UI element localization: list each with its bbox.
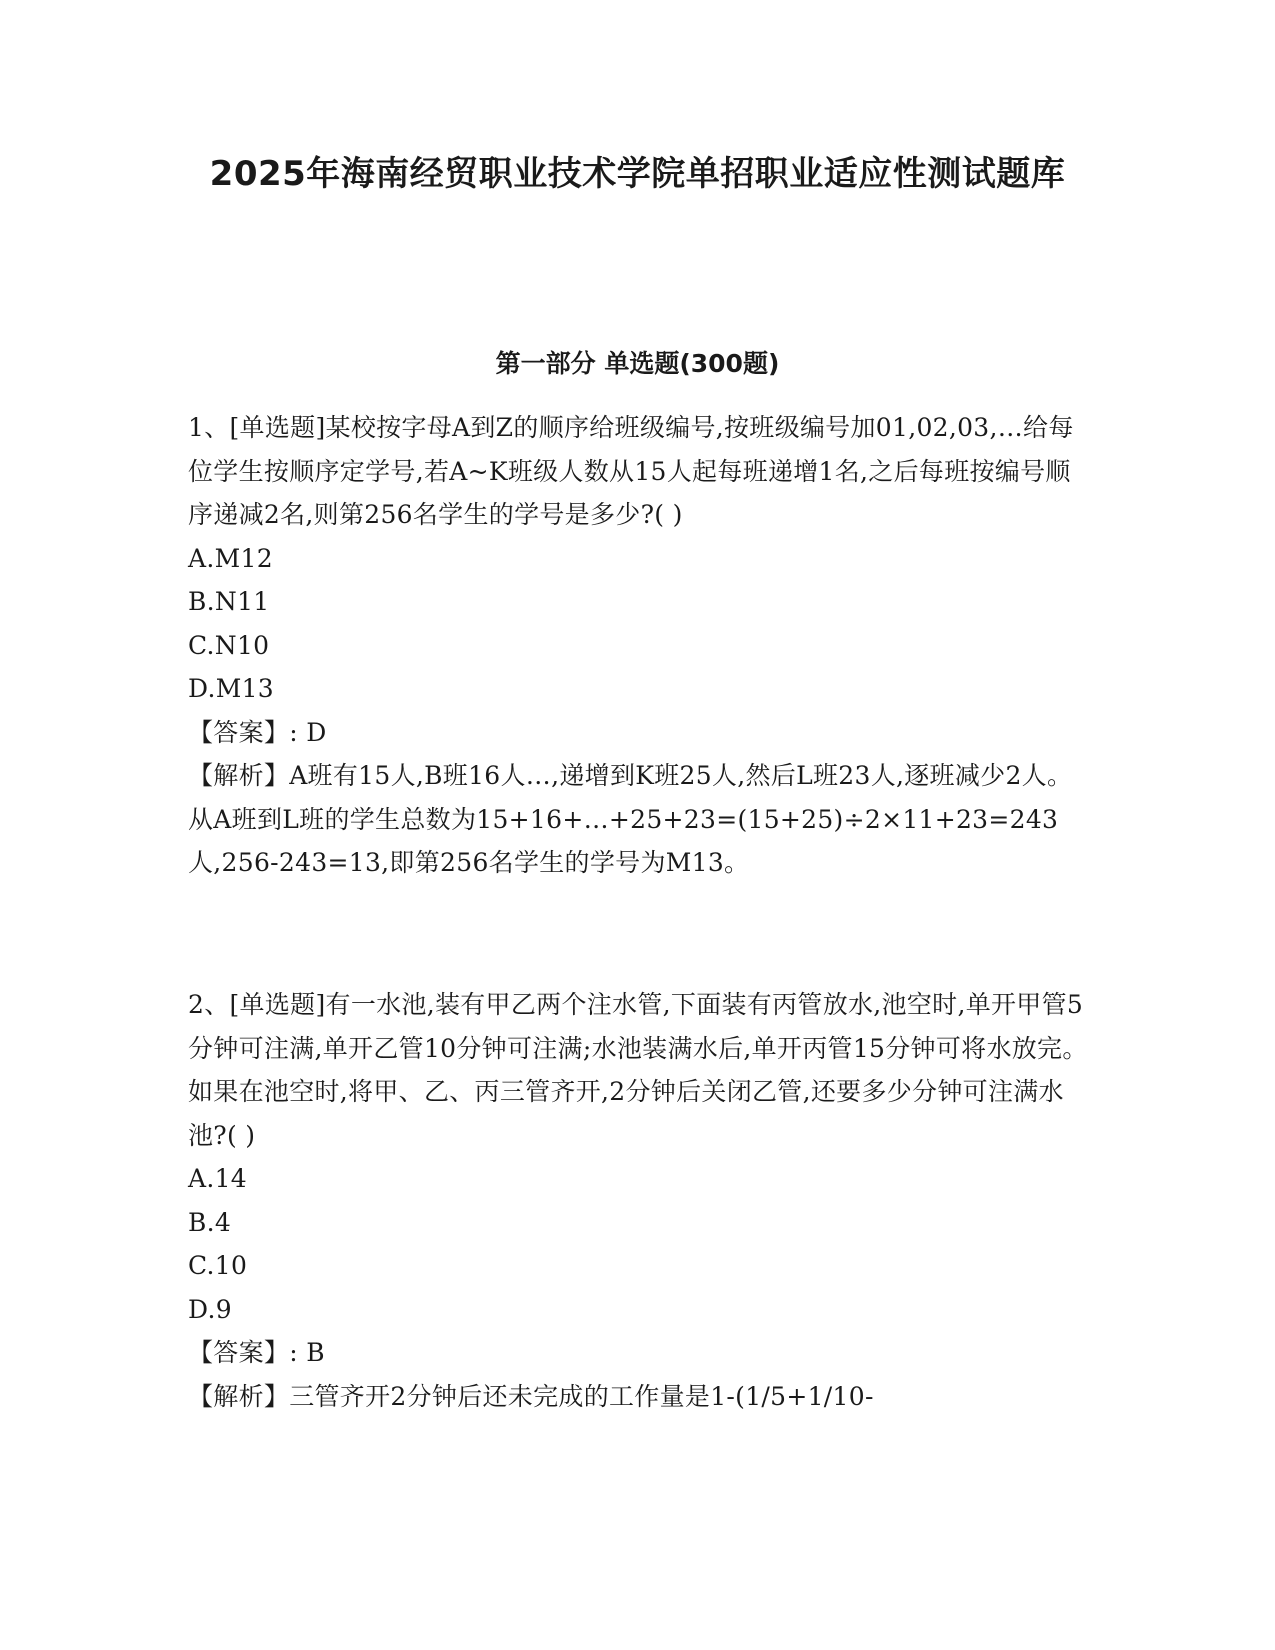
analysis-text: A班有15人,B班16人…,递增到K班25人,然后L班23人,逐班减少2人。从A班到L班的学生总数为15+16+…+25+23=(15+25)÷2×11+23=243人,256-243=13,即第256名学生的学号为M13。: [188, 761, 1073, 877]
option-c: C.10: [188, 1251, 248, 1280]
analysis-line: [188, 754, 1088, 885]
analysis-line: [188, 1375, 1088, 1419]
option-b: B.N11: [188, 587, 270, 616]
analysis-label: 【解析】: [188, 761, 290, 790]
option-d: D.9: [188, 1294, 232, 1324]
document-title: 2025年海南经贸职业技术学院单招职业适应性测试题库: [209, 154, 1066, 194]
question-1: [188, 406, 1088, 885]
answer-value: D: [306, 717, 327, 747]
question-stem: 1、[单选题]某校按字母A到Z的顺序给班级编号,按班级编号加01,02,03,…给每位学生按顺序定学号,若A~K班级人数从15人起每班递增1名,之后每班按编号顺序递减2名,则第256名学生的学号是多少?( ): [188, 413, 1074, 529]
answer-separator: :: [289, 1338, 298, 1367]
answer-line: [188, 711, 1088, 755]
answer-line: [188, 1331, 1088, 1375]
section-title: 第一部分 单选题(300题): [495, 349, 780, 378]
answer-label: 【答案】: [188, 1338, 290, 1367]
option-d: D.M13: [188, 674, 275, 703]
question-stem: 2、[单选题]有一水池,装有甲乙两个注水管,下面装有丙管放水,池空时,单开甲管5分钟可注满,单开乙管10分钟可注满;水池装满水后,单开丙管15分钟可将水放完。如果在池空时,将甲、乙、丙三管齐开,2分钟后关闭乙管,还要多少分钟可注满水池?( ): [188, 990, 1088, 1150]
answer-label: 【答案】: [188, 717, 290, 747]
analysis-text: 三管齐开2分钟后还未完成的工作量是1-(1/5+1/10-: [289, 1381, 874, 1411]
answer-value: B: [306, 1338, 325, 1367]
analysis-label: 【解析】: [188, 1381, 290, 1411]
option-b: B.4: [188, 1207, 232, 1237]
option-a: A.14: [188, 1164, 248, 1193]
question-2: [188, 983, 1088, 1418]
answer-separator: :: [289, 717, 298, 747]
option-c: C.N10: [188, 630, 270, 660]
option-a: A.M12: [188, 543, 273, 573]
